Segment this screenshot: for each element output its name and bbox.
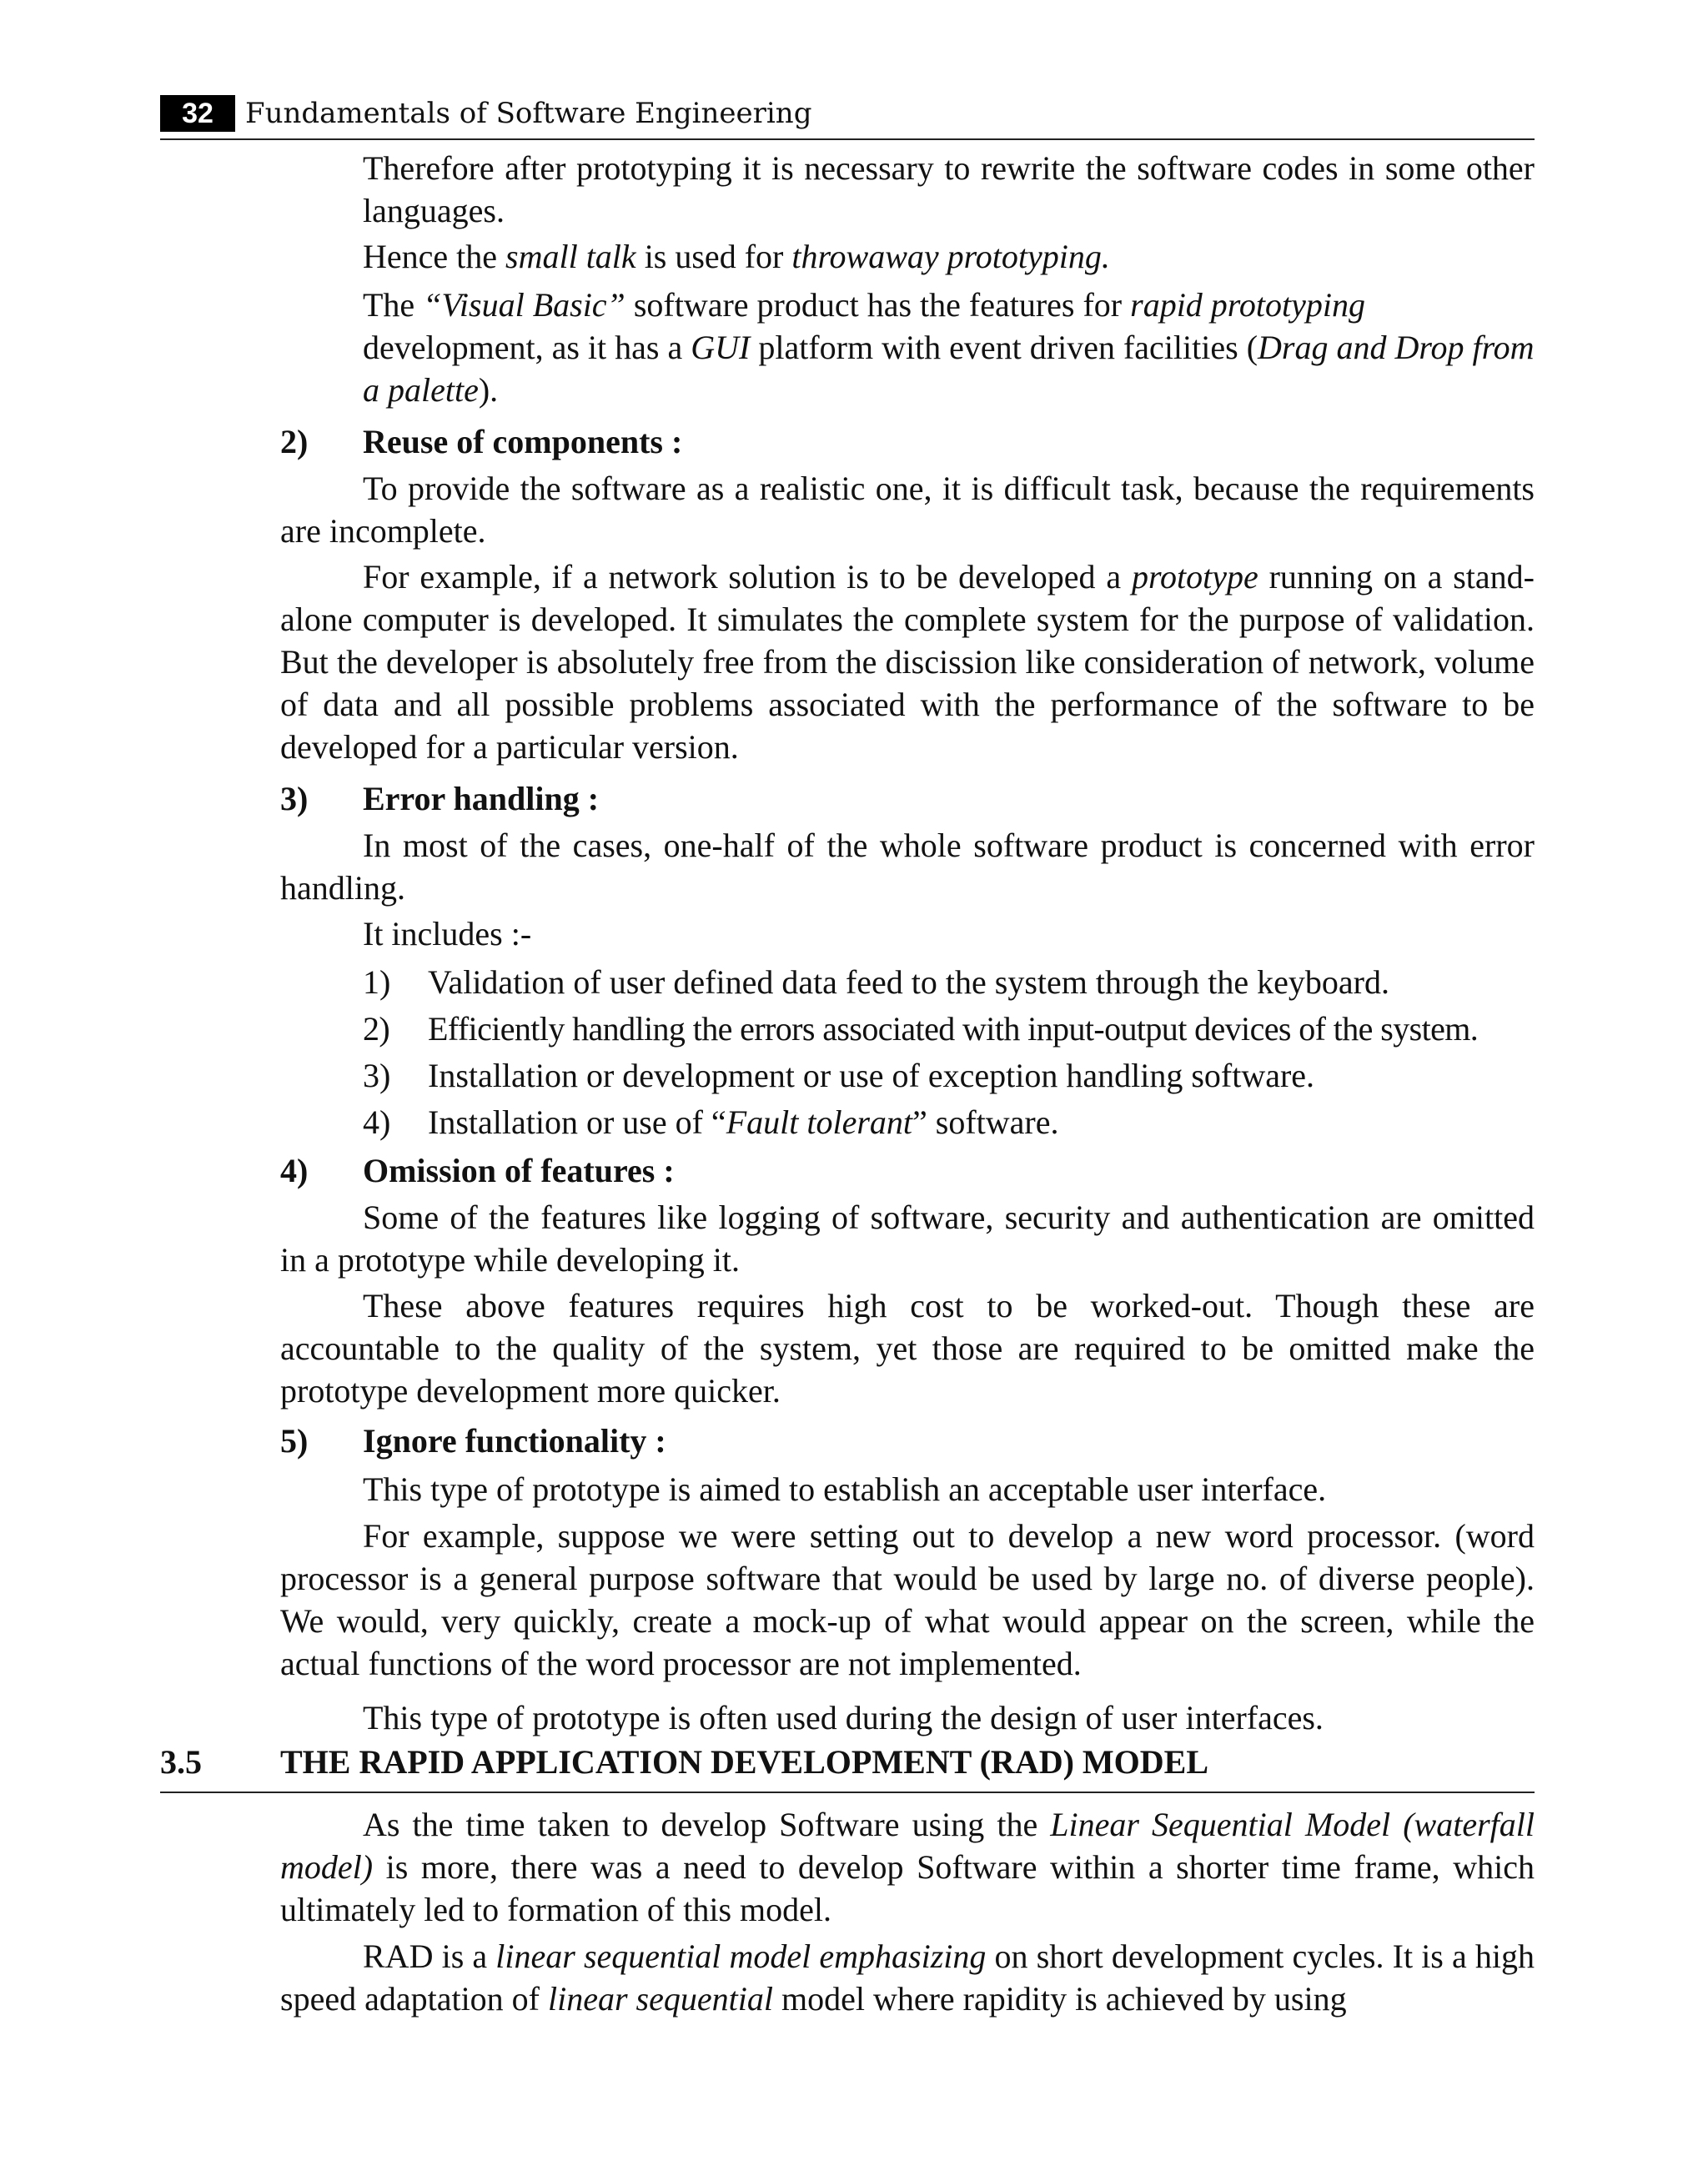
list-item: 4) Installation or use of “Fault tolerant” software. xyxy=(363,1103,1059,1141)
paragraph: These above features requires high cost to be worked-out. Though these are accountable to the quality of the system, yet those are required to be omitted make the prototype development more quicker. xyxy=(280,1287,1535,1410)
paragraph: RAD is a linear sequential model emphasizing on short development cycles. It is a high speed adaptation of linear sequential model where rapidity is achieved by using xyxy=(280,1937,1535,2018)
section-heading-rad-model: 3.5 THE RAPID APPLICATION DEVELOPMENT (RAD) MODEL xyxy=(160,1741,1535,1793)
list-item: 2) Efficiently handling the errors associated with input-output devices of the system. xyxy=(363,1010,1479,1048)
heading-reuse-of-components: 2) Reuse of components : xyxy=(280,423,683,460)
paragraph: Therefore after prototyping it is necessary to rewrite the software codes in some other languages. xyxy=(363,149,1535,229)
paragraph: This type of prototype is aimed to establish an acceptable user interface. xyxy=(363,1470,1327,1508)
paragraph: For example, if a network solution is to be developed a prototype running on a stand-alone computer is developed. It simulates the complete system for the purpose of validation. But the developer is absolutely free from the discission like consideration of network, volume of data and all possible problems associated with the performance of the software to be developed for a particular version. xyxy=(280,558,1535,766)
page-header xyxy=(160,92,1535,140)
paragraph: To provide the software as a realistic one, it is difficult task, because the requirements are incomplete. xyxy=(280,470,1535,550)
heading-omission-of-features: 4) Omission of features : xyxy=(280,1152,675,1189)
paragraph: It includes :- xyxy=(363,915,532,952)
paragraph: For example, suppose we were setting out to develop a new word processor. (word processor is a general purpose software that would be used by large no. of diverse people). We would, very quickly, create a mock-up of what would appear on the screen, while the actual functions of the word processor are not implemented. xyxy=(280,1517,1535,1682)
heading-error-handling: 3) Error handling : xyxy=(280,780,600,817)
heading-ignore-functionality: 5) Ignore functionality : xyxy=(280,1422,666,1460)
page-number: 32 xyxy=(160,95,235,132)
running-title: Fundamentals of Software Engineering xyxy=(245,97,812,130)
paragraph: Hence the small talk is used for throwaway prototyping. xyxy=(363,238,1110,275)
paragraph: As the time taken to develop Software using the Linear Sequential Model (waterfall model) is more, there was a need to develop Software within a shorter time frame, which ultimately led to formation of this model. xyxy=(280,1806,1535,1928)
paragraph: Some of the features like logging of software, security and authentication are omitted in a prototype while developing it. xyxy=(280,1199,1535,1279)
paragraph: The “Visual Basic” software product has the features for rapid prototyping development, as it has a GUI platform with event driven facilities (Drag and Drop from a palette). xyxy=(363,286,1535,409)
list-item: 1) Validation of user defined data feed to the system through the keyboard. xyxy=(363,963,1389,1001)
paragraph: In most of the cases, one-half of the whole software product is concerned with error handling. xyxy=(280,827,1535,907)
paragraph: This type of prototype is often used during the design of user interfaces. xyxy=(363,1699,1324,1736)
list-item: 3) Installation or development or use of exception handling software. xyxy=(363,1057,1315,1094)
